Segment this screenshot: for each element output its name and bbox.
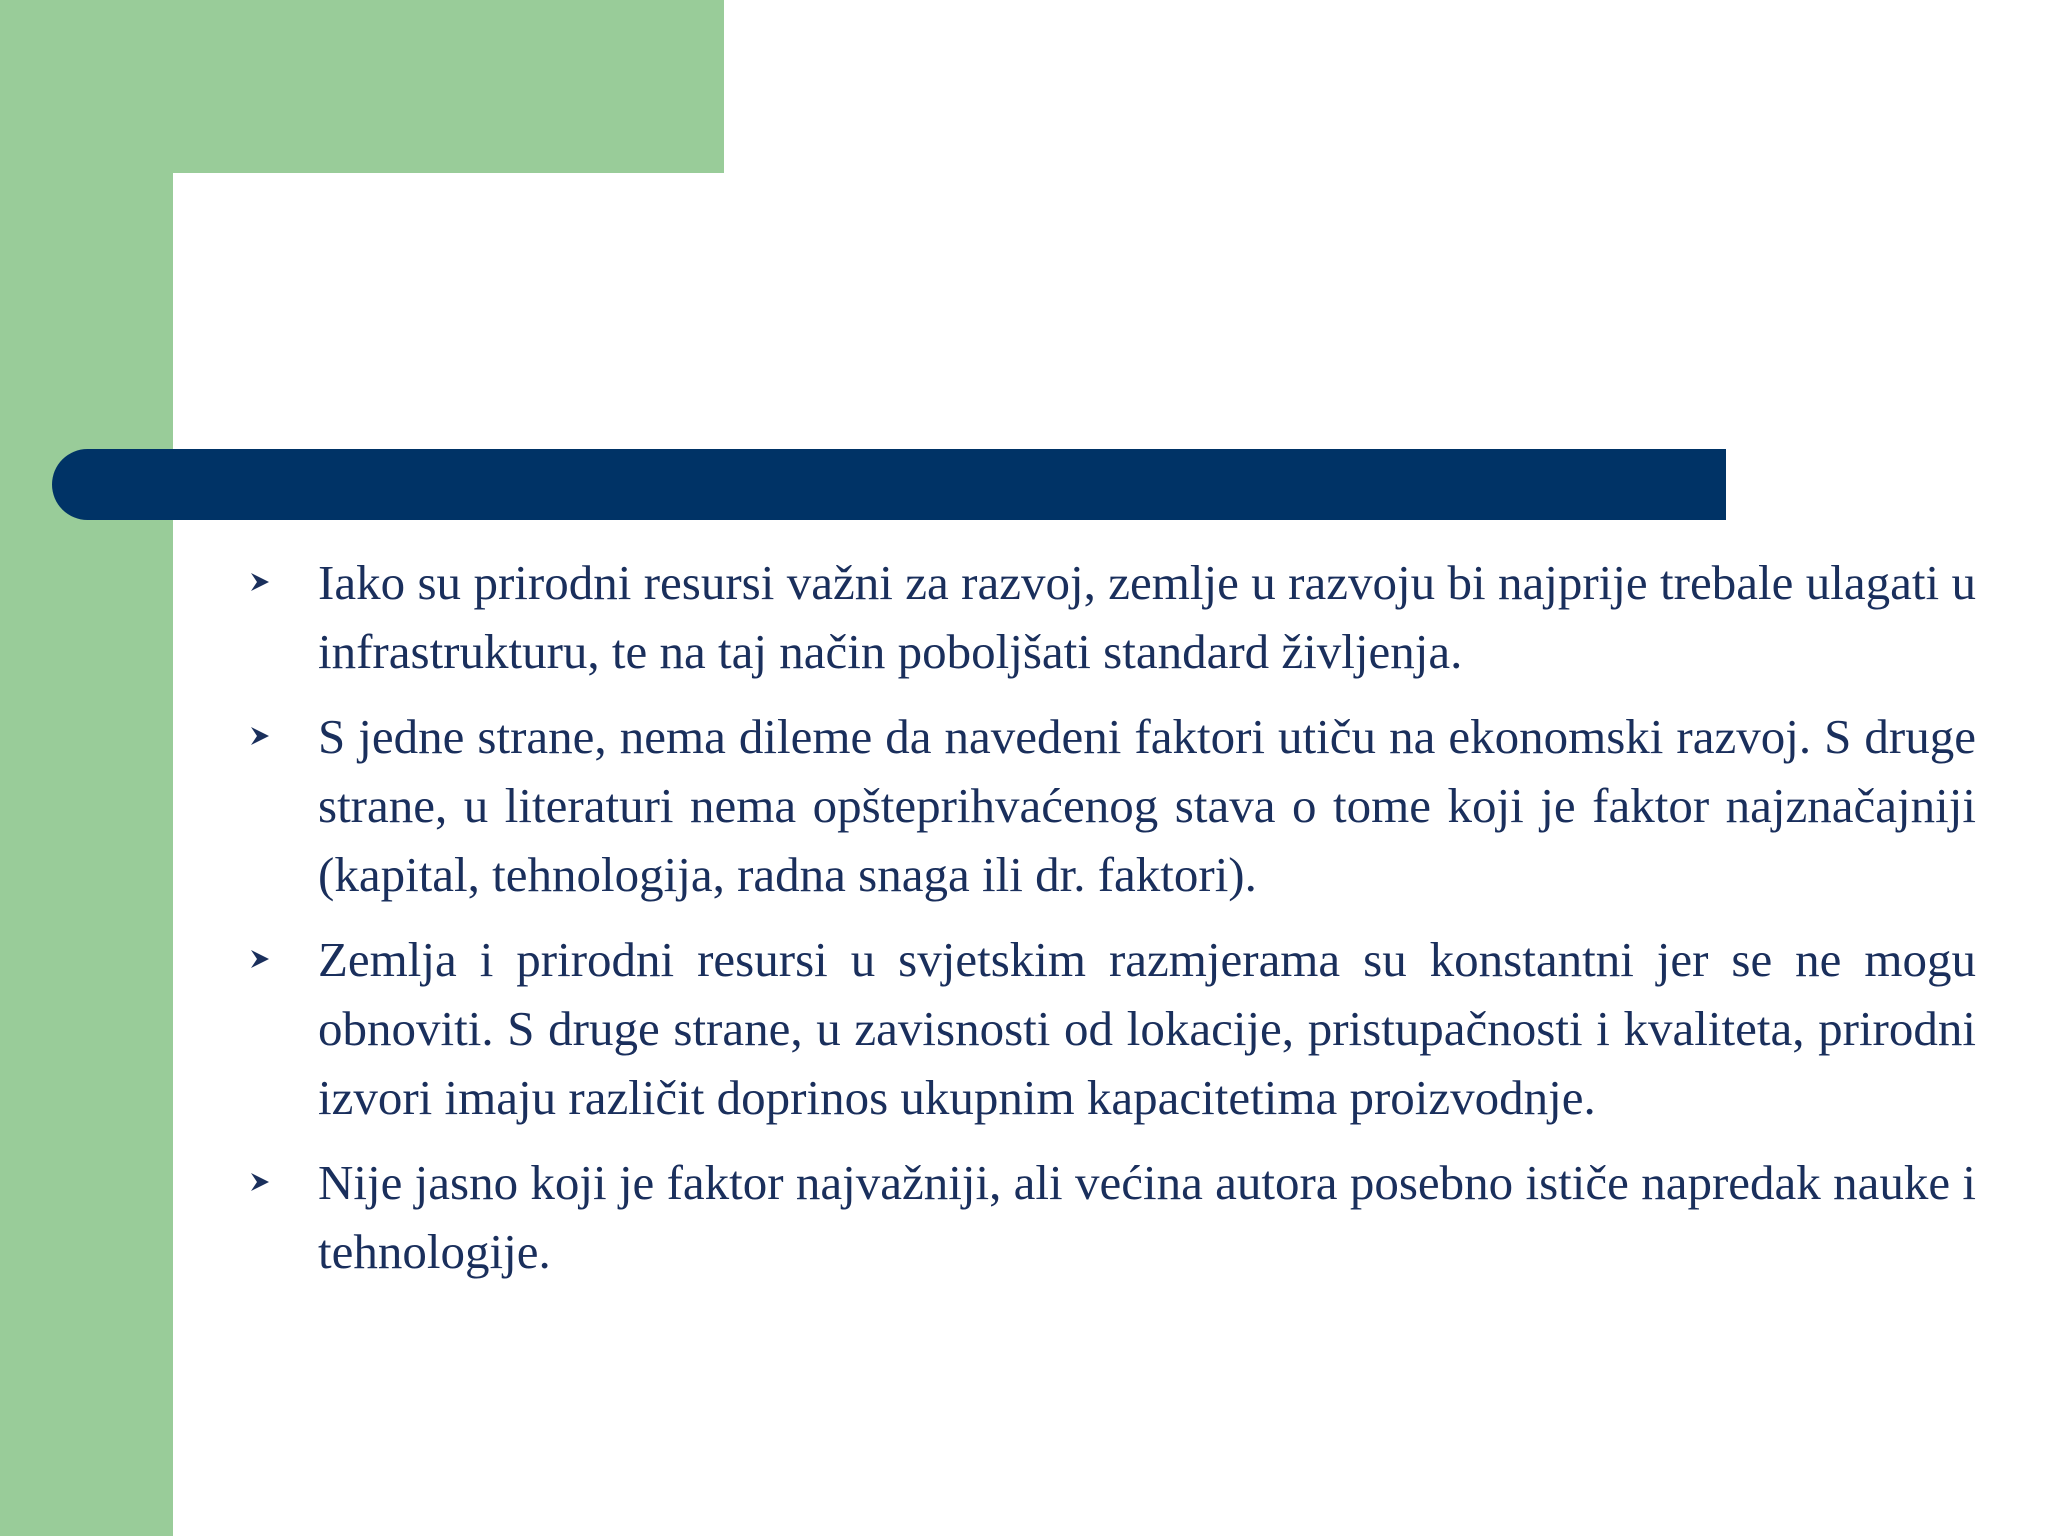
bullet-text: S jedne strane, nema dileme da navedeni faktori utiču na ekonomski razvoj. S druge strane, u literaturi nema opšteprihvaćenog stava o tome koji je faktor najznačajniji (kapital, tehnologija, radna snaga ili dr. faktori). xyxy=(318,709,1976,902)
arrowhead-bullet-icon xyxy=(248,570,272,594)
rounded-white-corner xyxy=(173,173,373,373)
bullet-item xyxy=(240,548,1976,686)
arrowhead-bullet-icon xyxy=(248,1170,272,1194)
bullet-text: Zemlja i prirodni resursi u svjetskim razmjerama su konstantni jer se ne mogu obnoviti. S druge strane, u zavisnosti od lokacije, pristupačnosti i kvaliteta, prirodni izvori imaju različit doprinos ukupnim kapacitetima proizvodnje. xyxy=(318,932,1976,1125)
green-left-band xyxy=(0,0,173,1536)
title-bar xyxy=(52,449,1726,520)
bullet-text: Iako su prirodni resursi važni za razvoj, zemlje u razvoju bi najprije trebale ulagati u infrastrukturu, te na taj način poboljšati standard življenja. xyxy=(318,555,1976,679)
bullet-item xyxy=(240,702,1976,909)
bullet-item xyxy=(240,1148,1976,1286)
arrowhead-bullet-icon xyxy=(248,947,272,971)
arrowhead-bullet-icon xyxy=(248,724,272,748)
bullet-item xyxy=(240,925,1976,1132)
bullet-list xyxy=(240,548,1976,1302)
bullet-text: Nije jasno koji je faktor najvažniji, ali većina autora posebno ističe napredak nauke i tehnologije. xyxy=(318,1155,1976,1279)
